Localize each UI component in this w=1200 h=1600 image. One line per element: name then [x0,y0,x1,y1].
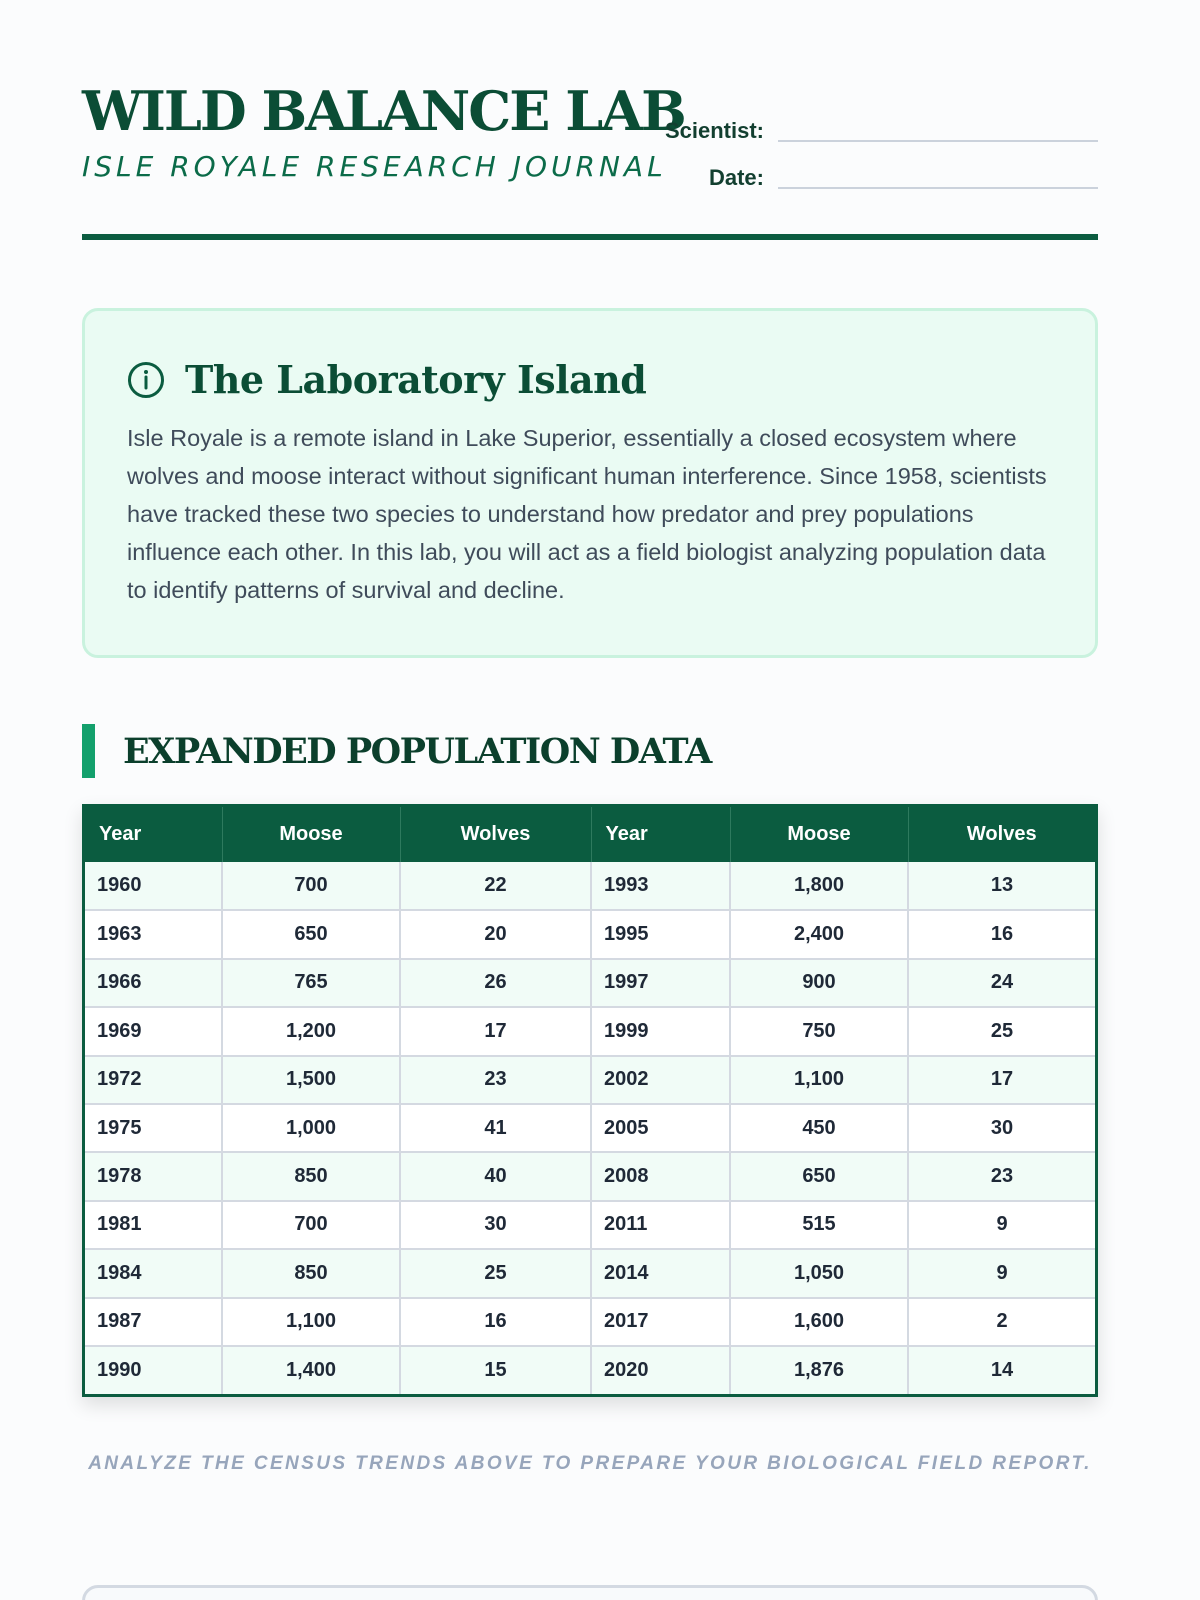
cell-moose: 1,500 [222,1056,400,1104]
date-label: Date: [708,165,764,190]
cell-wolves: 16 [908,910,1095,958]
cell-year: 1978 [85,1152,222,1200]
cell-moose: 450 [730,1104,908,1152]
table-row [85,910,1095,958]
cell-moose: 1,876 [730,1346,908,1394]
cell-year: 1960 [85,862,222,910]
cell-year: 1987 [85,1298,222,1346]
date-input-line[interactable] [778,159,1098,189]
cell-moose: 1,800 [730,862,908,910]
cell-wolves: 14 [908,1346,1095,1394]
cell-year: 2005 [591,1104,730,1152]
cell-moose: 650 [222,910,400,958]
cell-wolves: 13 [908,862,1095,910]
cell-wolves: 30 [908,1104,1095,1152]
population-table [85,807,1095,1394]
cell-moose: 700 [222,862,400,910]
table-row [85,1346,1095,1394]
section-heading [82,724,1098,778]
next-section-card [82,1585,1098,1600]
table-row [85,1056,1095,1104]
cell-wolves: 23 [908,1152,1095,1200]
scientist-label: Scientist: [664,118,764,143]
cell-moose: 2,400 [730,910,908,958]
cell-year: 2011 [591,1201,730,1249]
column-header-moose: Moose [222,807,400,862]
cell-wolves: 9 [908,1201,1095,1249]
cell-moose: 1,200 [222,1007,400,1055]
cell-wolves: 17 [400,1007,591,1055]
cell-moose: 1,000 [222,1104,400,1152]
section-accent-bar [82,724,95,778]
cell-year: 1995 [591,910,730,958]
column-header-year: Year [591,807,730,862]
cell-wolves: 17 [908,1056,1095,1104]
cell-moose: 700 [222,1201,400,1249]
cell-year: 2020 [591,1346,730,1394]
cell-moose: 1,100 [730,1056,908,1104]
table-body [85,862,1095,1394]
lab-title: WILD BALANCE LAB [82,79,685,143]
cell-wolves: 16 [400,1298,591,1346]
cell-wolves: 40 [400,1152,591,1200]
section-title: EXPANDED POPULATION DATA [123,730,711,772]
info-circle-icon [127,361,165,399]
cell-wolves: 2 [908,1298,1095,1346]
table-row [85,862,1095,910]
page-header [82,0,1098,242]
scientist-input-line[interactable] [778,112,1098,142]
table-row [85,1201,1095,1249]
cell-year: 1999 [591,1007,730,1055]
cell-year: 1969 [85,1007,222,1055]
cell-moose: 850 [222,1152,400,1200]
cell-moose: 1,050 [730,1249,908,1297]
column-header-moose: Moose [730,807,908,862]
cell-year: 1963 [85,910,222,958]
population-table-wrapper [82,804,1098,1397]
cell-year: 2008 [591,1152,730,1200]
info-card-body: Isle Royale is a remote island in Lake Superior, essentially a closed ecosystem where wolves and moose interact without significant human interference. Since 1958, scientists have tracked these two species to understand how predator and prey populations influence each other. In this lab, you will act as a field biologist analyzing population data to identify patterns of survival and decline. [127,425,1047,603]
cell-wolves: 23 [400,1056,591,1104]
column-header-year: Year [85,807,222,862]
cell-wolves: 24 [908,959,1095,1007]
table-row [85,959,1095,1007]
cell-moose: 750 [730,1007,908,1055]
info-card-header [127,357,1053,402]
cell-moose: 1,100 [222,1298,400,1346]
cell-year: 2002 [591,1056,730,1104]
cell-wolves: 25 [908,1007,1095,1055]
cell-year: 1981 [85,1201,222,1249]
cell-moose: 1,600 [730,1298,908,1346]
cell-moose: 515 [730,1201,908,1249]
cell-year: 1975 [85,1104,222,1152]
cell-wolves: 41 [400,1104,591,1152]
table-header-row [85,807,1095,862]
cell-wolves: 25 [400,1249,591,1297]
cell-moose: 1,400 [222,1346,400,1394]
cell-year: 2017 [591,1298,730,1346]
table-row [85,1152,1095,1200]
info-card-title: The Laboratory Island [185,357,647,402]
cell-year: 1966 [85,959,222,1007]
cell-wolves: 20 [400,910,591,958]
cell-year: 1972 [85,1056,222,1104]
cell-wolves: 22 [400,862,591,910]
table-row [85,1104,1095,1152]
table-row [85,1249,1095,1297]
cell-wolves: 30 [400,1201,591,1249]
cell-year: 1984 [85,1249,222,1297]
cell-moose: 765 [222,959,400,1007]
cell-moose: 650 [730,1152,908,1200]
lab-subtitle: ISLE ROYALE RESEARCH JOURNAL [82,150,667,183]
cell-year: 2014 [591,1249,730,1297]
footer-instruction: ANALYZE THE CENSUS TRENDS ABOVE TO PREPARE YOUR BIOLOGICAL FIELD REPORT. [88,1453,1092,1475]
cell-wolves: 26 [400,959,591,1007]
cell-year: 1990 [85,1346,222,1394]
cell-year: 1993 [591,862,730,910]
date-field-row [709,159,1098,189]
scientist-field-row [665,112,1098,142]
cell-wolves: 9 [908,1249,1095,1297]
cell-moose: 850 [222,1249,400,1297]
cell-year: 1997 [591,959,730,1007]
table-row [85,1298,1095,1346]
header-divider [82,234,1098,240]
cell-moose: 900 [730,959,908,1007]
info-card [82,308,1098,658]
table-row [85,1007,1095,1055]
column-header-wolves: Wolves [908,807,1095,862]
column-header-wolves: Wolves [400,807,591,862]
cell-wolves: 15 [400,1346,591,1394]
